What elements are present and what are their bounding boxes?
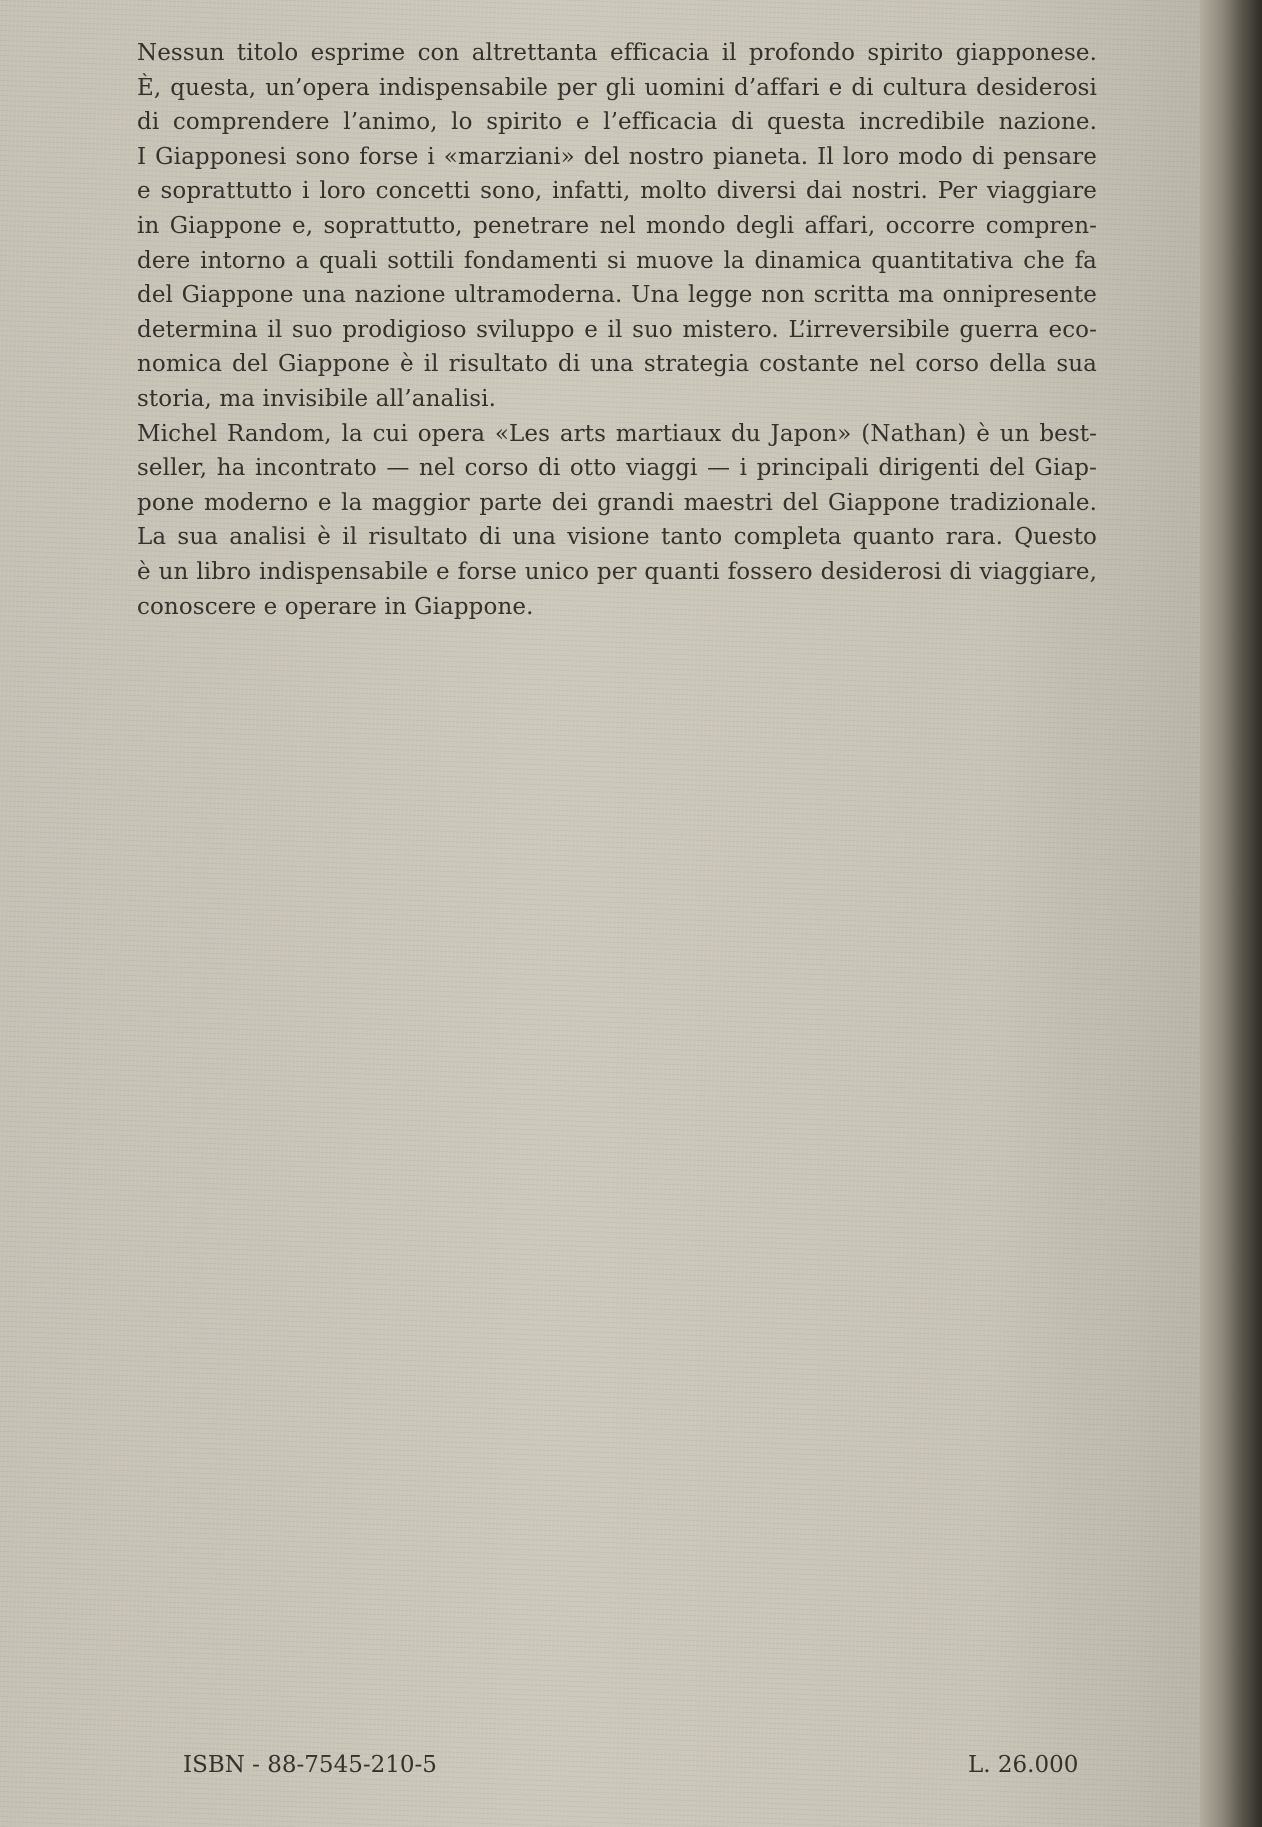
blurb-line: dere intorno a quali sottili fondamenti si muove la dinamica quantitativa che fa: [137, 247, 1097, 274]
blurb-line: La sua analisi è il risultato di una visione tanto completa quanto rara. Questo: [137, 524, 1097, 551]
blurb-line: È, questa, un’opera indispensabile per gli uomini d’affari e di cultura desiderosi: [137, 74, 1097, 101]
blurb-line: determina il suo prodigioso sviluppo e il suo mistero. L’irreversibile guerra eco-: [137, 316, 1097, 343]
blurb-line: in Giappone e, soprattutto, penetrare nel mondo degli affari, occorre compren-: [137, 212, 1097, 239]
blurb-line: conoscere e operare in Giappone.: [137, 593, 534, 620]
price-label: L. 26.000: [968, 1752, 1079, 1778]
blurb-line: seller, ha incontrato — nel corso di otto viaggi — i principali dirigenti del Giap-: [137, 455, 1097, 482]
blurb-line: del Giappone una nazione ultramoderna. Una legge non scritta ma onnipresente: [137, 282, 1097, 309]
blurb-line: storia, ma invisibile all’analisi.: [137, 385, 497, 412]
blurb-line: pone moderno e la maggior parte dei grandi maestri del Giappone tradizionale.: [137, 489, 1097, 516]
blurb-line: e soprattutto i loro concetti sono, infatti, molto diversi dai nostri. Per viaggiare: [137, 178, 1097, 205]
blurb-line: di comprendere l’animo, lo spirito e l’efficacia di questa incredibile nazione.: [137, 109, 1097, 136]
blurb-line: I Giapponesi sono forse i «marziani» del nostro pianeta. Il loro modo di pensare: [137, 143, 1097, 170]
blurb-text: [137, 36, 1097, 624]
isbn-label: ISBN - 88-7545-210-5: [183, 1752, 437, 1778]
blurb-line: Michel Random, la cui opera «Les arts martiaux du Japon» (Nathan) è un best-: [137, 420, 1097, 447]
page-edge-shadow: [1200, 0, 1262, 1827]
blurb-line: è un libro indispensabile e forse unico per quanti fossero desiderosi di viaggiare,: [137, 558, 1097, 585]
blurb-line: Nessun titolo esprime con altrettanta efficacia il profondo spirito giapponese.: [137, 40, 1097, 66]
blurb-line: nomica del Giappone è il risultato di una strategia costante nel corso della sua: [137, 351, 1097, 378]
